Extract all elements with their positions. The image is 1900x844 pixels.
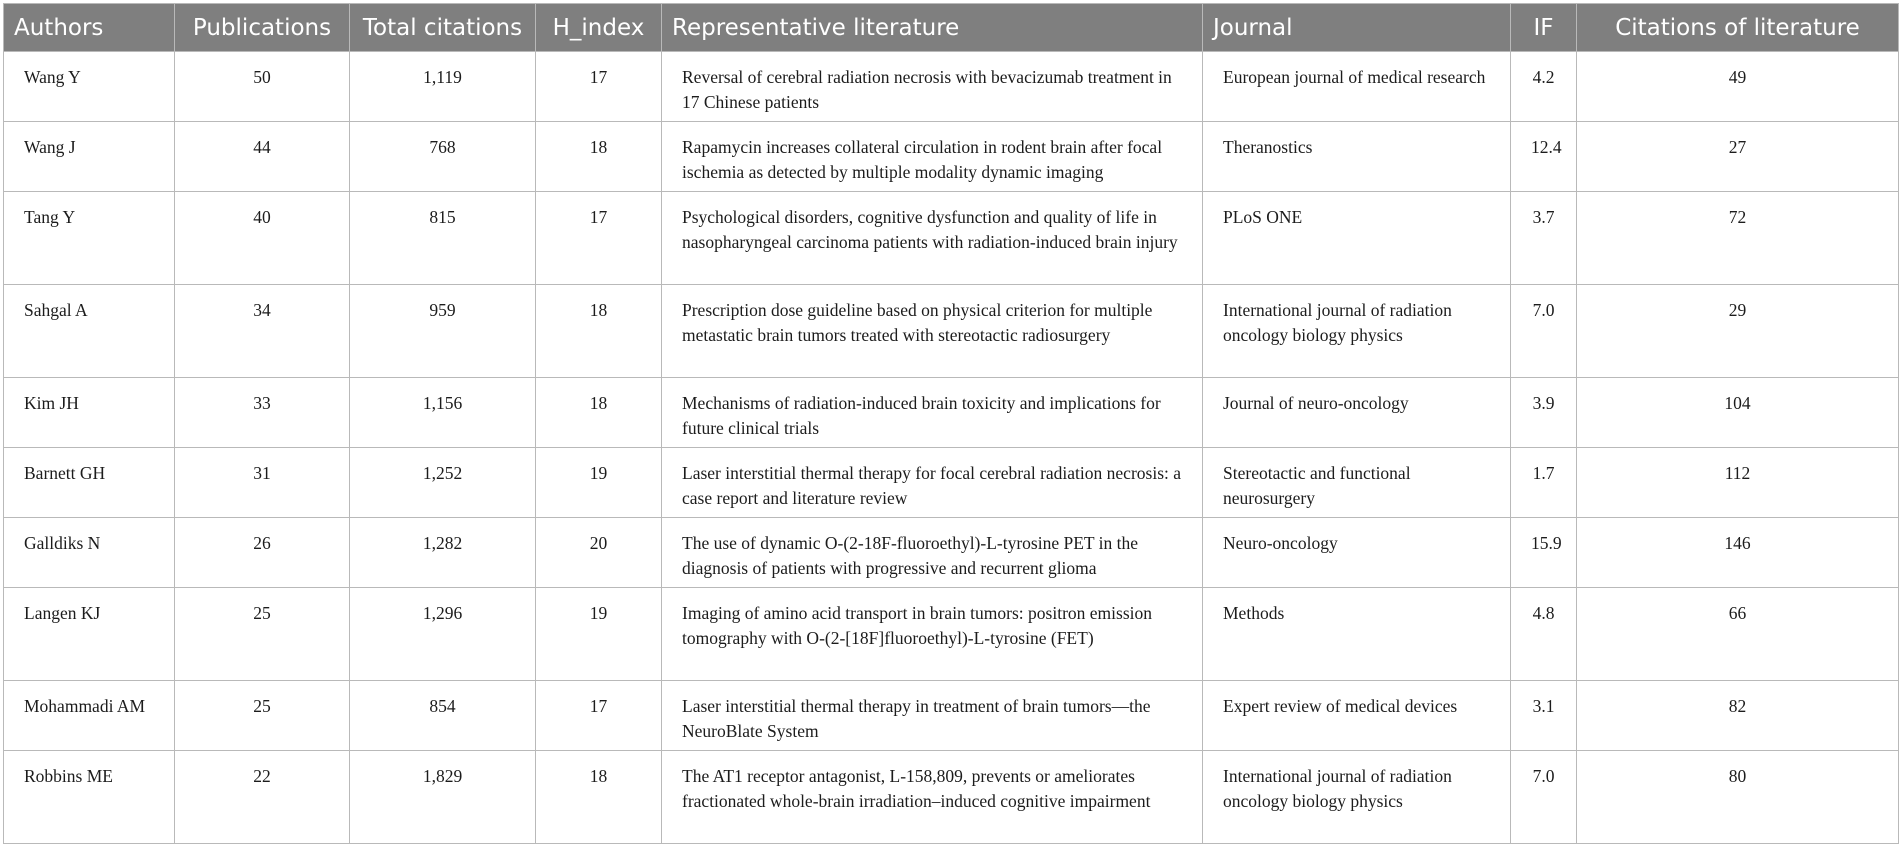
impact-factor-cell: 7.0 [1511, 751, 1577, 844]
total-citations-cell: 1,296 [350, 588, 536, 681]
author-cell: Galldiks N [4, 518, 175, 588]
h-index-cell: 17 [536, 681, 662, 751]
impact-factor-cell: 12.4 [1511, 122, 1577, 192]
publications-cell: 34 [175, 285, 350, 378]
literature-cell: Laser interstitial thermal therapy for focal cerebral radiation necrosis: a case report and literature review [662, 448, 1203, 518]
h-index-cell: 20 [536, 518, 662, 588]
total-citations-cell: 854 [350, 681, 536, 751]
table-row [4, 681, 1899, 751]
table-header-row [4, 4, 1899, 52]
literature-citations-cell: 29 [1577, 285, 1899, 378]
literature-cell: Reversal of cerebral radiation necrosis with bevacizumab treatment in 17 Chinese patients [662, 52, 1203, 122]
literature-citations-cell: 27 [1577, 122, 1899, 192]
publications-cell: 44 [175, 122, 350, 192]
journal-cell: Expert review of medical devices [1203, 681, 1511, 751]
publications-cell: 33 [175, 378, 350, 448]
impact-factor-cell: 7.0 [1511, 285, 1577, 378]
total-citations-cell: 1,282 [350, 518, 536, 588]
literature-cell: The AT1 receptor antagonist, L-158,809, prevents or ameliorates fractionated whole-brain irradiation–induced cognitive impairment [662, 751, 1203, 844]
total-citations-cell: 1,119 [350, 52, 536, 122]
impact-factor-cell: 3.7 [1511, 192, 1577, 285]
h-index-cell: 18 [536, 378, 662, 448]
total-citations-cell: 1,829 [350, 751, 536, 844]
impact-factor-cell: 15.9 [1511, 518, 1577, 588]
author-cell: Tang Y [4, 192, 175, 285]
literature-cell: Imaging of amino acid transport in brain tumors: positron emission tomography with O-(2-[18F]fluoroethyl)-L-tyrosine (FET) [662, 588, 1203, 681]
impact-factor-cell: 4.2 [1511, 52, 1577, 122]
journal-cell: PLoS ONE [1203, 192, 1511, 285]
total-citations-cell: 815 [350, 192, 536, 285]
total-citations-cell: 959 [350, 285, 536, 378]
total-citations-cell: 768 [350, 122, 536, 192]
h-index-cell: 17 [536, 52, 662, 122]
author-cell: Kim JH [4, 378, 175, 448]
column-header: Total citations [350, 4, 536, 52]
literature-citations-cell: 82 [1577, 681, 1899, 751]
publications-cell: 25 [175, 681, 350, 751]
column-header: Journal [1203, 4, 1511, 52]
literature-citations-cell: 80 [1577, 751, 1899, 844]
publications-cell: 40 [175, 192, 350, 285]
h-index-cell: 19 [536, 588, 662, 681]
table-row [4, 52, 1899, 122]
publications-cell: 25 [175, 588, 350, 681]
literature-citations-cell: 104 [1577, 378, 1899, 448]
h-index-cell: 18 [536, 751, 662, 844]
author-cell: Mohammadi AM [4, 681, 175, 751]
total-citations-cell: 1,156 [350, 378, 536, 448]
table-row [4, 122, 1899, 192]
h-index-cell: 17 [536, 192, 662, 285]
h-index-cell: 18 [536, 122, 662, 192]
h-index-cell: 18 [536, 285, 662, 378]
journal-cell: European journal of medical research [1203, 52, 1511, 122]
publications-cell: 26 [175, 518, 350, 588]
literature-cell: Rapamycin increases collateral circulation in rodent brain after focal ischemia as detected by multiple modality dynamic imaging [662, 122, 1203, 192]
journal-cell: Methods [1203, 588, 1511, 681]
journal-cell: International journal of radiation oncology biology physics [1203, 285, 1511, 378]
table-row [4, 518, 1899, 588]
publications-cell: 22 [175, 751, 350, 844]
author-cell: Wang Y [4, 52, 175, 122]
table-row [4, 285, 1899, 378]
impact-factor-cell: 3.1 [1511, 681, 1577, 751]
table-row [4, 192, 1899, 285]
literature-cell: Laser interstitial thermal therapy in treatment of brain tumors—the NeuroBlate System [662, 681, 1203, 751]
journal-cell: International journal of radiation oncology biology physics [1203, 751, 1511, 844]
literature-citations-cell: 49 [1577, 52, 1899, 122]
column-header: IF [1511, 4, 1577, 52]
journal-cell: Stereotactic and functional neurosurgery [1203, 448, 1511, 518]
literature-cell: Psychological disorders, cognitive dysfunction and quality of life in nasopharyngeal carcinoma patients with radiation-induced brain injury [662, 192, 1203, 285]
column-header: Representative literature [662, 4, 1203, 52]
author-cell: Barnett GH [4, 448, 175, 518]
journal-cell: Neuro-oncology [1203, 518, 1511, 588]
column-header: Citations of literature [1577, 4, 1899, 52]
journal-cell: Journal of neuro-oncology [1203, 378, 1511, 448]
literature-citations-cell: 66 [1577, 588, 1899, 681]
literature-citations-cell: 112 [1577, 448, 1899, 518]
literature-cell: The use of dynamic O-(2-18F-fluoroethyl)-L-tyrosine PET in the diagnosis of patients with progressive and recurrent glioma [662, 518, 1203, 588]
impact-factor-cell: 1.7 [1511, 448, 1577, 518]
author-cell: Sahgal A [4, 285, 175, 378]
author-cell: Robbins ME [4, 751, 175, 844]
column-header: Publications [175, 4, 350, 52]
column-header: Authors [4, 4, 175, 52]
literature-citations-cell: 72 [1577, 192, 1899, 285]
h-index-cell: 19 [536, 448, 662, 518]
impact-factor-cell: 3.9 [1511, 378, 1577, 448]
column-header: H_index [536, 4, 662, 52]
publications-cell: 31 [175, 448, 350, 518]
total-citations-cell: 1,252 [350, 448, 536, 518]
table-row [4, 751, 1899, 844]
author-cell: Wang J [4, 122, 175, 192]
literature-citations-cell: 146 [1577, 518, 1899, 588]
author-cell: Langen KJ [4, 588, 175, 681]
table-row [4, 588, 1899, 681]
literature-cell: Mechanisms of radiation-induced brain toxicity and implications for future clinical trials [662, 378, 1203, 448]
table-row [4, 378, 1899, 448]
publications-cell: 50 [175, 52, 350, 122]
table-row [4, 448, 1899, 518]
literature-cell: Prescription dose guideline based on physical criterion for multiple metastatic brain tumors treated with stereotactic radiosurgery [662, 285, 1203, 378]
impact-factor-cell: 4.8 [1511, 588, 1577, 681]
authors-table [3, 3, 1899, 844]
journal-cell: Theranostics [1203, 122, 1511, 192]
